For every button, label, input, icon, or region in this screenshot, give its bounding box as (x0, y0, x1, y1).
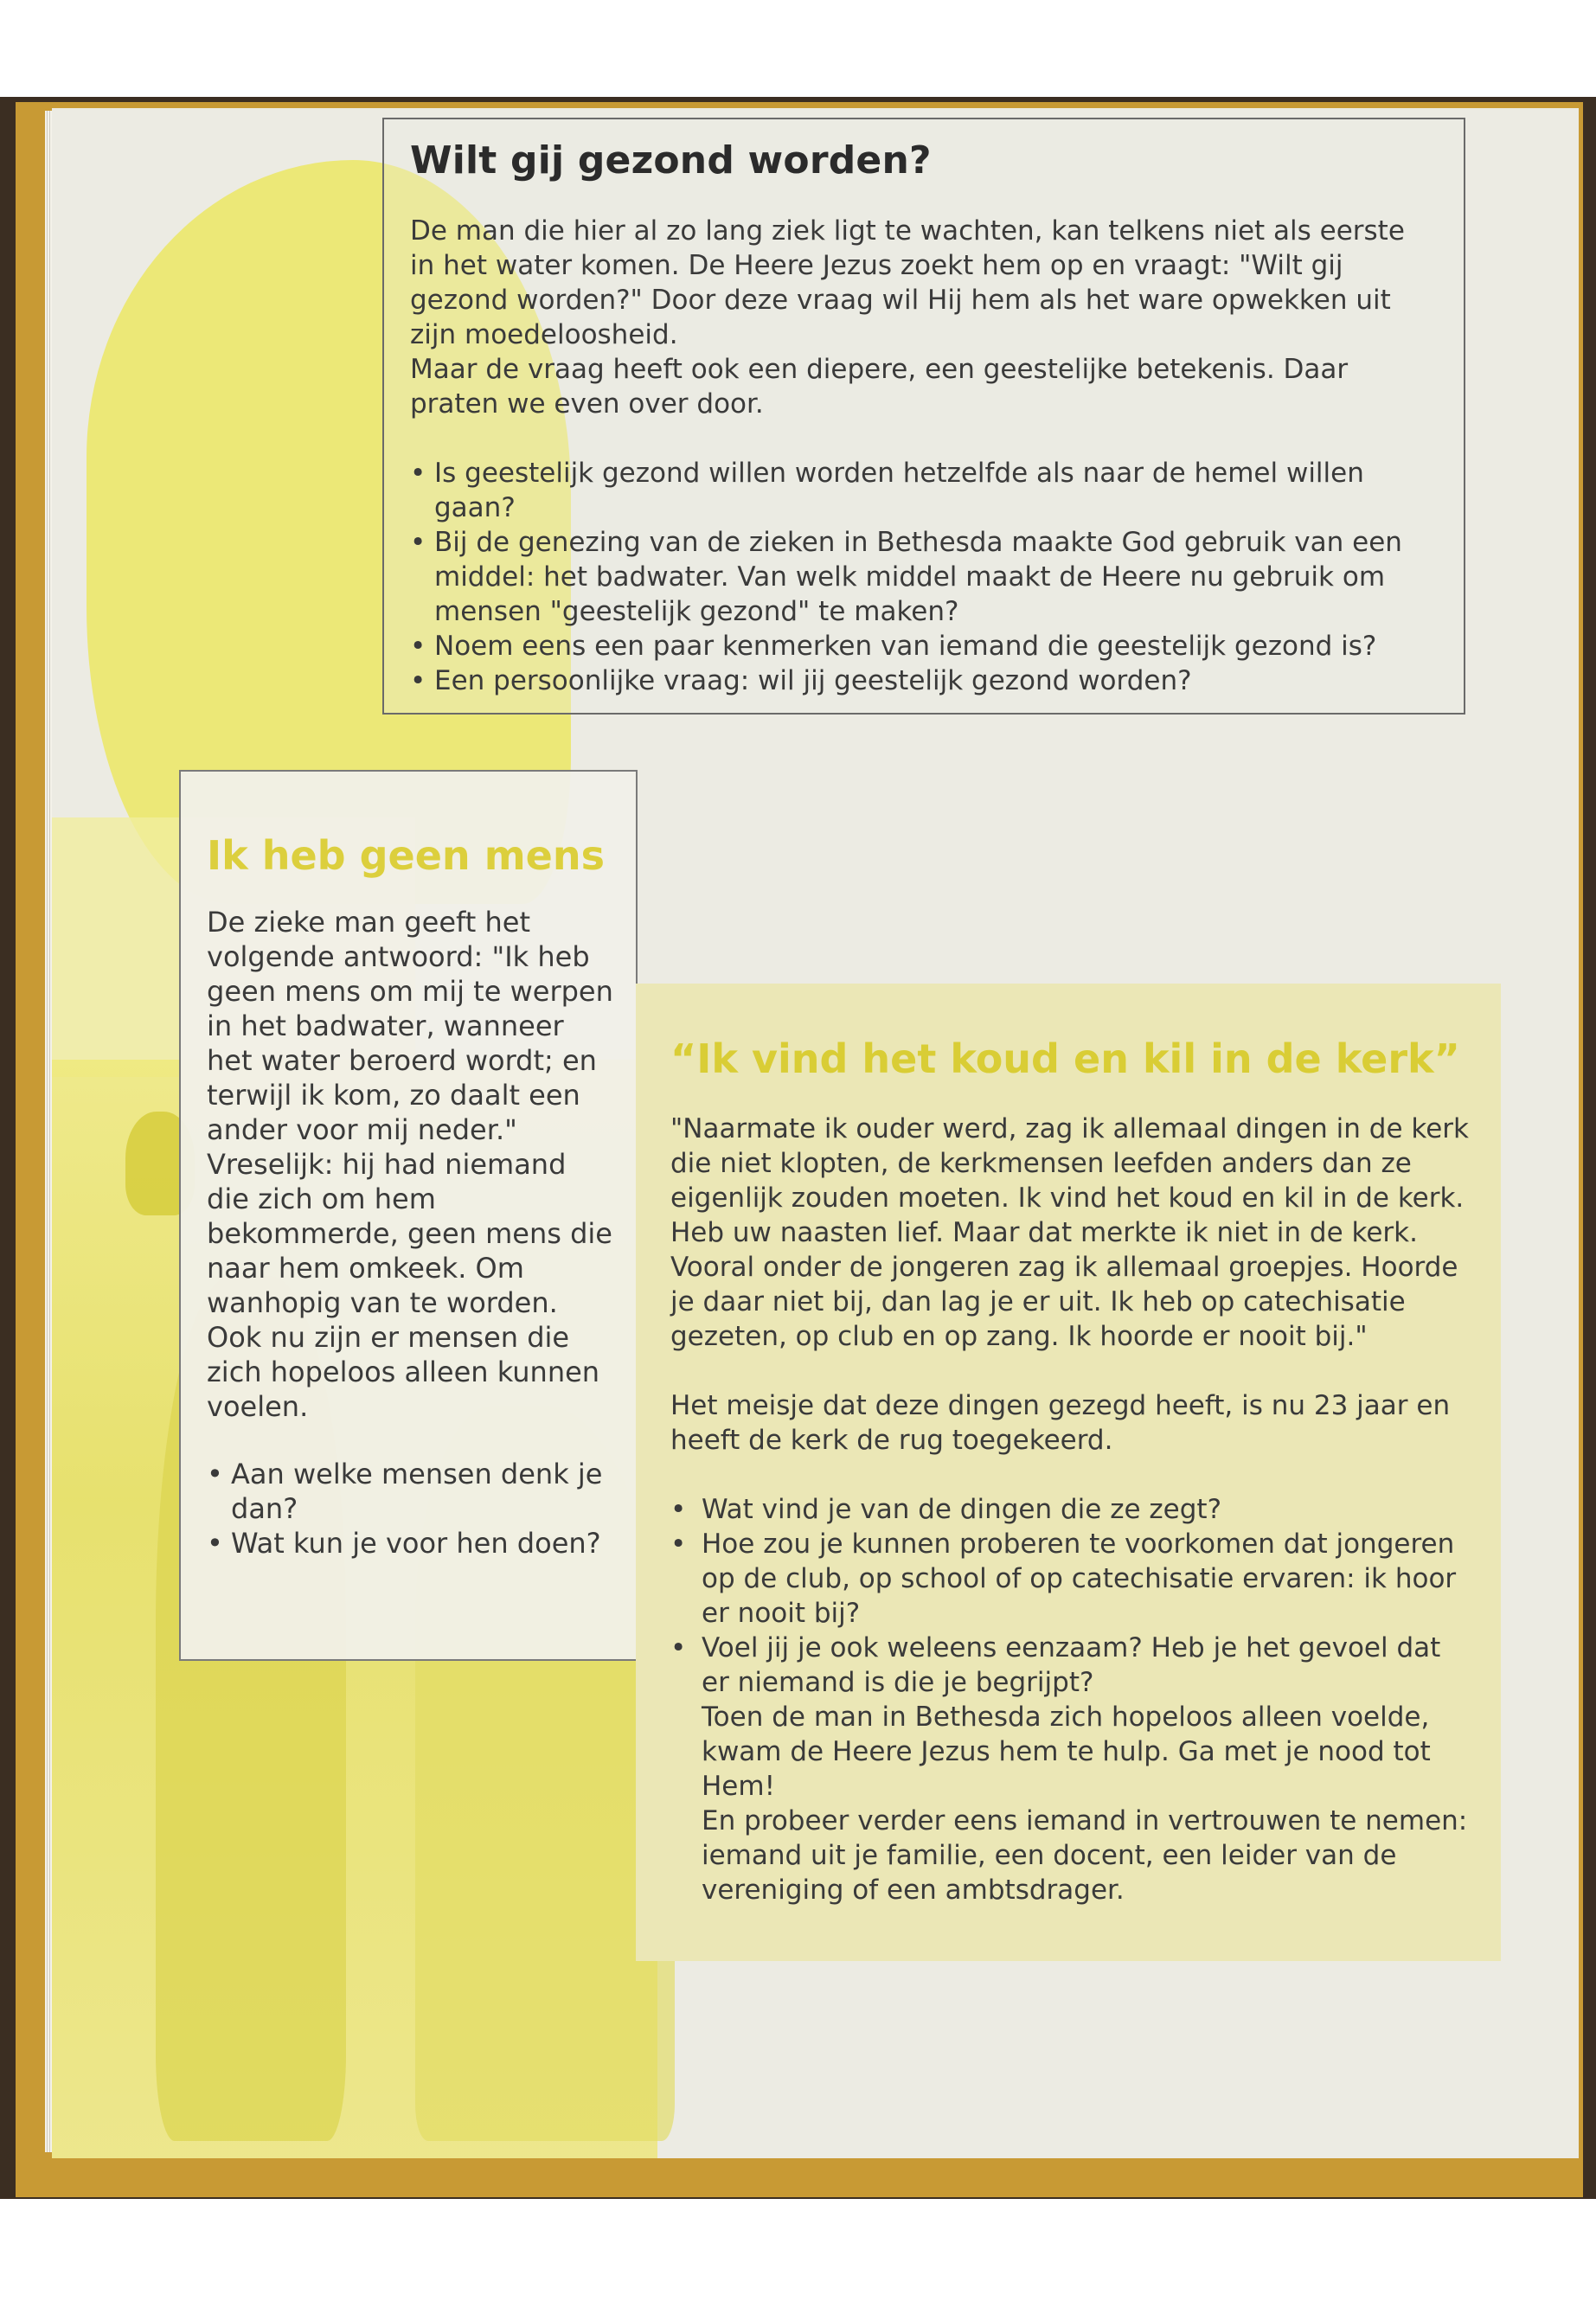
list-item: • Een persoonlijke vraag: wil jij geestelijk gezond worden? (410, 663, 1438, 698)
paragraph: Ook nu zijn er mensen die zich hopeloos alleen kunnen voelen. (207, 1321, 600, 1423)
question-list (670, 1492, 1475, 1907)
paragraph: De zieke man geeft het volgende antwoord: "Ik heb geen mens om mij te werpen in het badwater, wanneer het water beroerd wordt; en terwijl ik kom, zo daalt een ander voor mij neder." (207, 906, 613, 1146)
list-item: • Bij de genezing van de zieken in Bethesda maakte God gebruik van een middel: het badwater. Van welk middel maakt de Heere nu gebruik om mensen "geestelijk gezond" te maken? (410, 525, 1438, 629)
paragraph: De man die hier al zo lang ziek ligt te wachten, kan telkens niet als eerste in het water komen. De Heere Jezus zoekt hem op en vraagt: "Wilt gij gezond worden?" Door deze vraag wil Hij hem als het ware opwekken uit zijn moedeloosheid. (410, 215, 1405, 350)
followup-text: Toen de man in Bethesda zich hopeloos alleen voelde, kwam de Heere Jezus hem te hulp. Ga met je nood tot Hem! (702, 1702, 1431, 1802)
list-item: • Aan welke mensen denk je dan? (207, 1457, 613, 1526)
quote-paragraph: "Naarmate ik ouder werd, zag ik allemaal dingen in de kerk die niet klopten, de kerkmensen leefden anders dan ze eigenlijk zouden moeten. Ik vind het koud en kil in de kerk. Heb uw naasten lief. Maar dat merkte ik niet in de kerk. Vooral onder de jongeren zag ik allemaal groepjes. Hoorde je daar niet bij, dan lag je er uit. Ik heb op catechisatie gezeten, op club en op zang. Ik hoorde er nooit bij." (670, 1113, 1470, 1352)
section-ik-heb-geen-mens (179, 770, 638, 1661)
list-item: • Is geestelijk gezond willen worden hetzelfde als naar de hemel willen gaan? (410, 456, 1438, 525)
paragraph: Vreselijk: hij had niemand die zich om hem bekommerde, geen mens die naar hem omkeek. Om wanhopig van te worden. (207, 1148, 612, 1319)
list-item: • Wat kun je voor hen doen? (207, 1526, 613, 1561)
question-list (410, 456, 1438, 698)
paragraph: Het meisje dat deze dingen gezegd heeft, is nu 23 jaar en heeft de kerk de rug toegekeerd. (670, 1390, 1451, 1456)
list-item (670, 1631, 1475, 1907)
paragraph: Maar de vraag heeft ook een diepere, een geestelijke betekenis. Daar praten we even over door. (410, 354, 1349, 420)
list-item: • Hoe zou je kunnen proberen te voorkomen dat jongeren op de club, op school of op catechisatie ervaren: ik hoor er nooit bij? (670, 1527, 1475, 1631)
section-title: Ik heb geen mens (207, 832, 605, 879)
followup-text: En probeer verder eens iemand in vertrouwen te nemen: iemand uit je familie, een docent, een leider van de vereniging of een ambtsdrager. (702, 1805, 1468, 1906)
section-wilt-gij-gezond-worden (382, 118, 1465, 715)
list-item: • Noem eens een paar kenmerken van iemand die geestelijk gezond is? (410, 629, 1438, 663)
section-koud-en-kil (636, 984, 1501, 1961)
section-title: Wilt gij gezond worden? (410, 138, 932, 183)
section-title: “Ik vind het koud en kil in de kerk” (670, 1035, 1460, 1082)
list-item-text: • Voel jij je ook weleens eenzaam? Heb je het gevoel dat er niemand is die je begrijpt? (702, 1632, 1441, 1698)
question-list (207, 1457, 613, 1561)
list-item: • Wat vind je van de dingen die ze zegt? (670, 1492, 1475, 1527)
